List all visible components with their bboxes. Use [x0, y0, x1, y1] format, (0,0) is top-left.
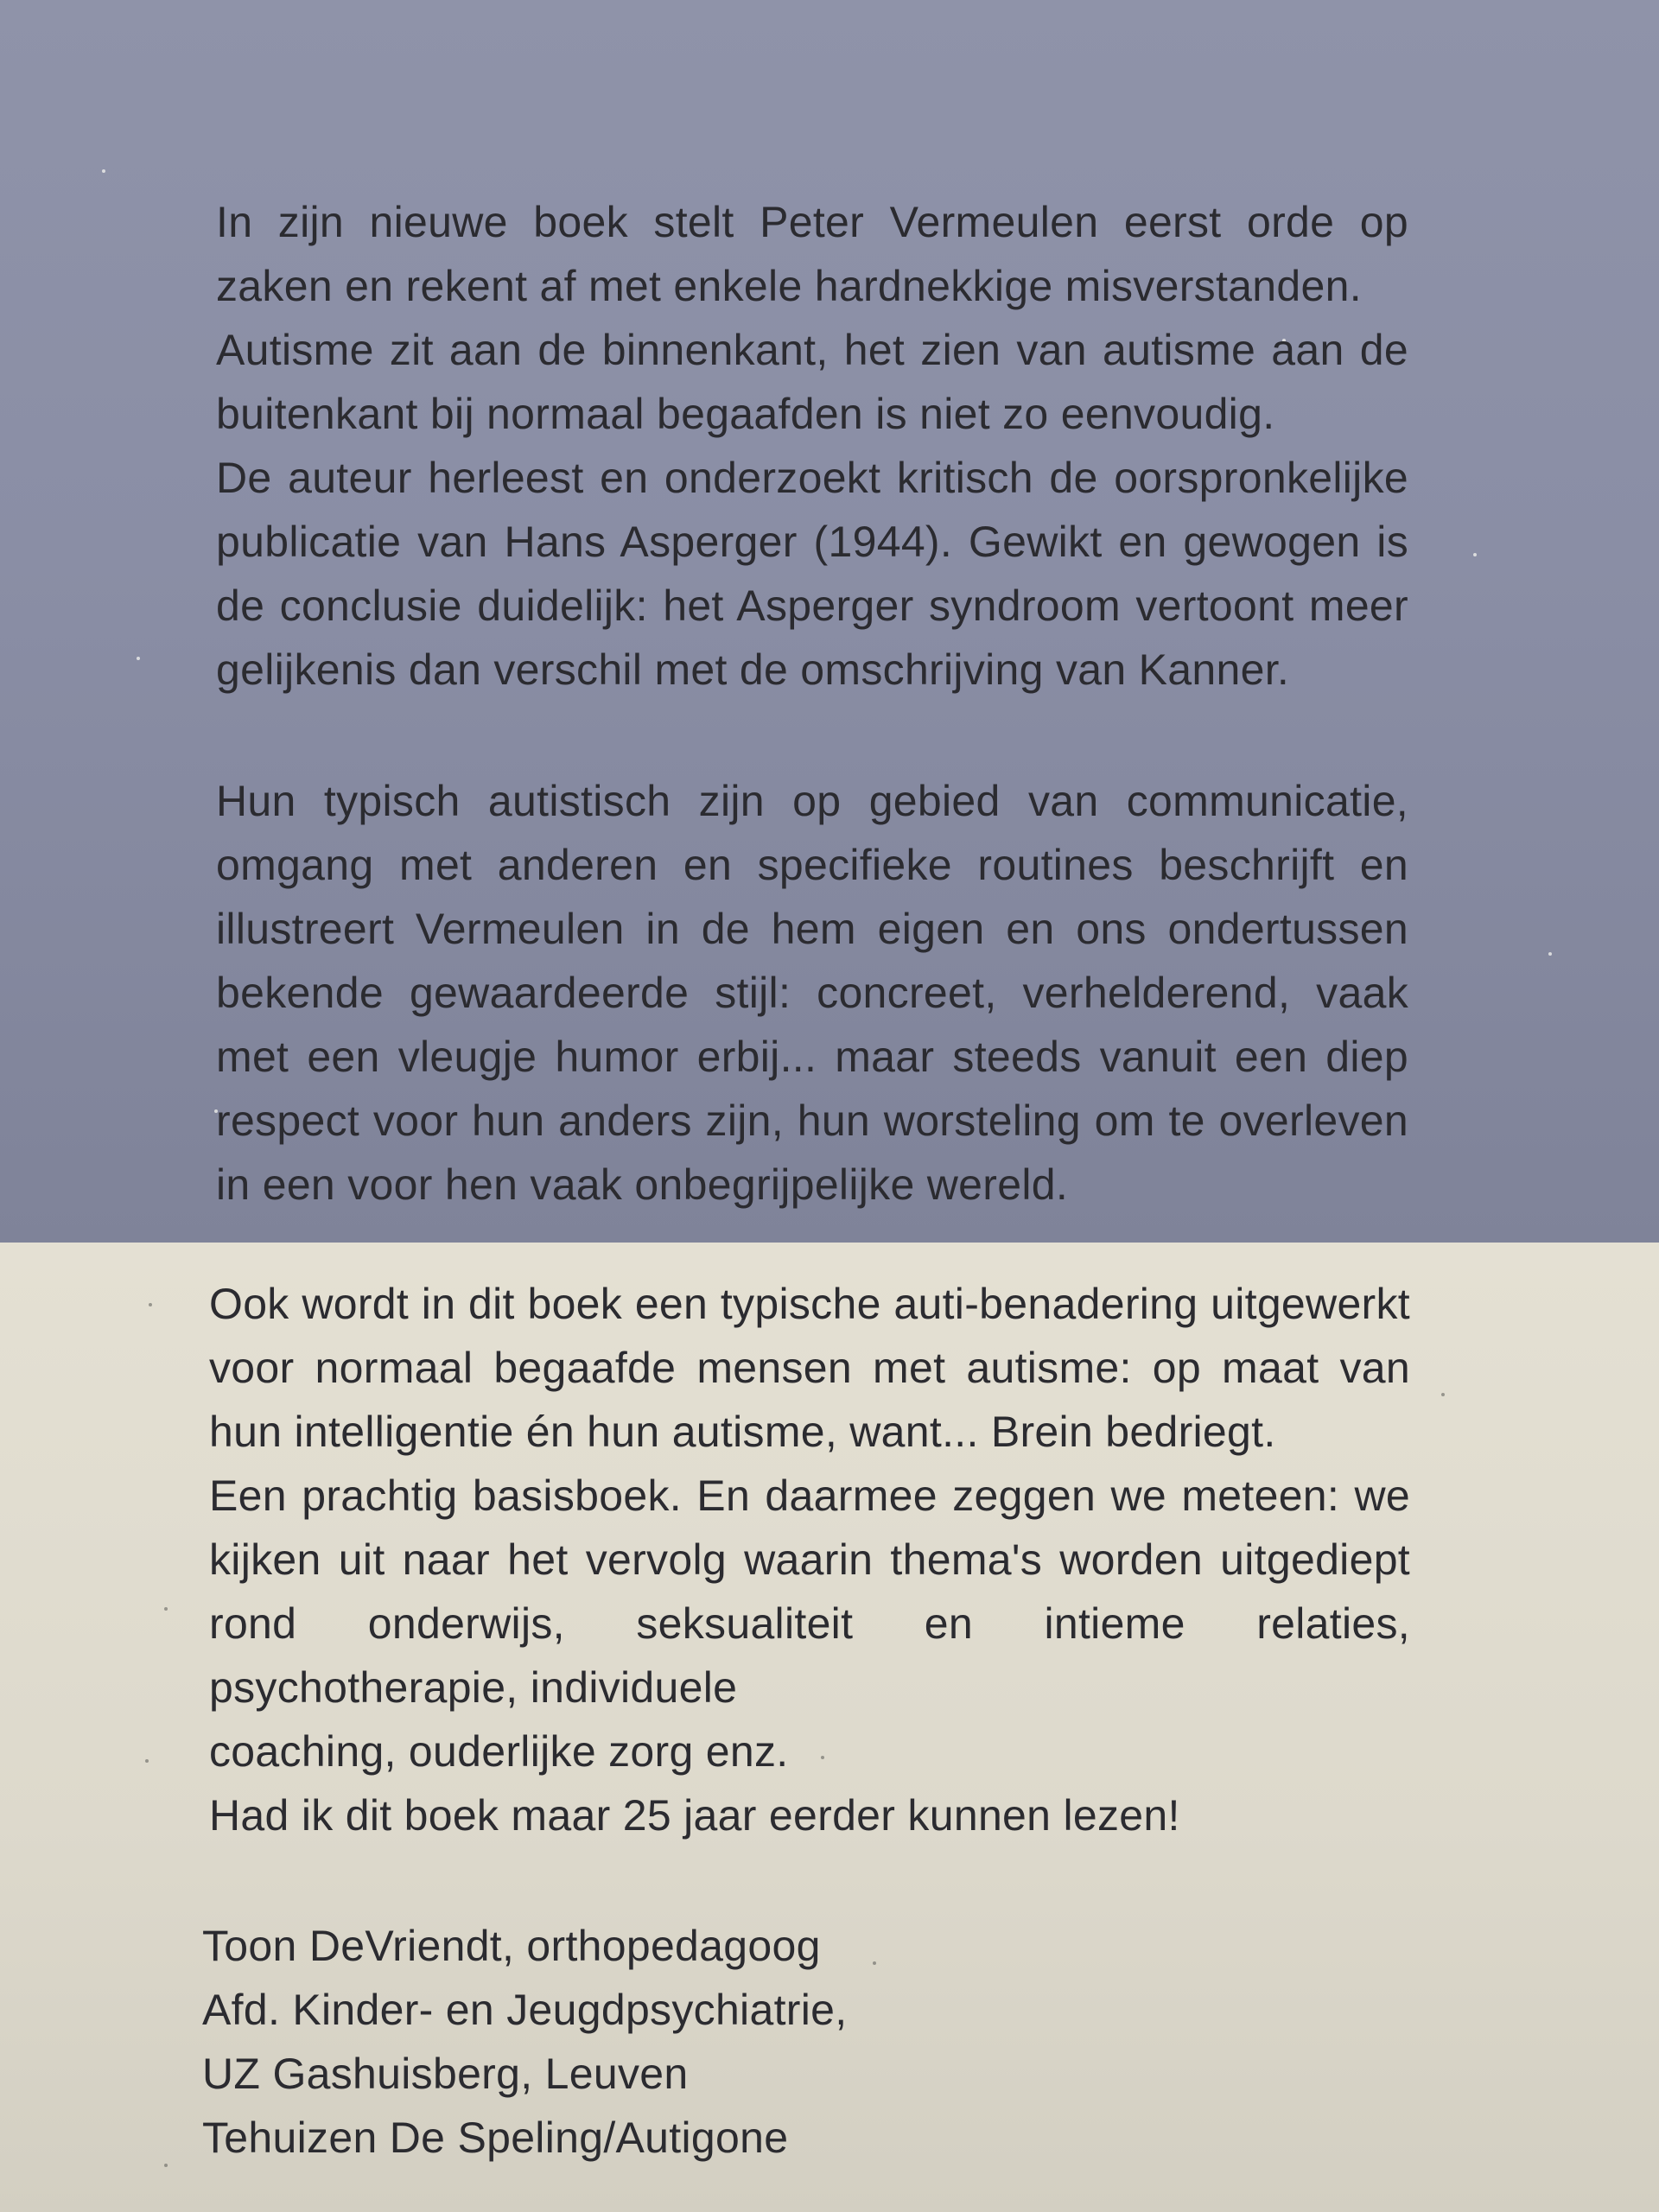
review-paragraph [209, 1272, 1410, 1847]
paper-speck [164, 1607, 168, 1611]
signature-hospital: UZ Gashuisberg, Leuven [202, 2050, 689, 2098]
paper-speck [145, 1759, 149, 1763]
paper-speck [137, 657, 140, 660]
style-paragraph [216, 769, 1408, 1217]
review-sentence-3: coaching, ouderlijke zorg enz. [209, 1727, 789, 1776]
paper-speck [149, 1303, 152, 1306]
paper-speck [1548, 952, 1552, 956]
signature-name: Toon DeVriendt, orthopedagoog [202, 1922, 821, 1970]
intro-sentence-1: In zijn nieuwe boek stelt Peter Vermeulen eerst orde op zaken en rekent af met enkele hardnekkige misverstanden. [216, 198, 1408, 310]
review-sentence-1: Ook wordt in dit boek een typische auti-benadering uitgewerkt voor normaal begaafde mensen met autisme: op maat van hun intelligentie én hun autisme, want... Brein bedriegt. [209, 1280, 1410, 1456]
intro-sentence-3: De auteur herleest en onderzoekt kritisch de oorspronkelijke publicatie van Hans Asperger (1944). Gewikt en gewogen is de conclusie duidelijk: het Asperger syndroom vertoont meer gelijkenis dan verschil met de omschrijving van Kanner. [216, 454, 1408, 694]
intro-sentence-2: Autisme zit aan de binnenkant, het zien van autisme aan de buitenkant bij normaal begaafden is niet zo eenvoudig. [216, 326, 1408, 438]
paper-speck [1441, 1393, 1445, 1396]
signature-block [202, 1914, 1395, 2170]
review-sentence-2: Een prachtig basisboek. En daarmee zeggen we meteen: we kijken uit naar het vervolg waarin thema's worden uitgediept rond onderwijs, seksualiteit en intieme relaties, psychotherapie, individuele [209, 1471, 1410, 1712]
signature-department: Afd. Kinder- en Jeugdpsychiatrie, [202, 1986, 848, 2034]
paper-speck [164, 2164, 168, 2167]
review-sentence-4: Had ik dit boek maar 25 jaar eerder kunnen lezen! [209, 1791, 1180, 1840]
paper-speck [1473, 553, 1477, 556]
style-paragraph-text: Hun typisch autistisch zijn op gebied van communicatie, omgang met anderen en specifieke routines beschrijft en illustreert Vermeulen in de hem eigen en ons ondertussen bekende gewaardeerde stijl: concreet, verhelderend, vaak met een vleugje humor erbij... maar steeds vanuit een diep respect voor hun anders zijn, hun worsteling om te overleven in een voor hen vaak onbegrijpelijke wereld. [216, 777, 1408, 1209]
paper-speck [102, 169, 105, 173]
intro-paragraph [216, 190, 1408, 702]
signature-homes: Tehuizen De Speling/Autigone [202, 2113, 789, 2162]
